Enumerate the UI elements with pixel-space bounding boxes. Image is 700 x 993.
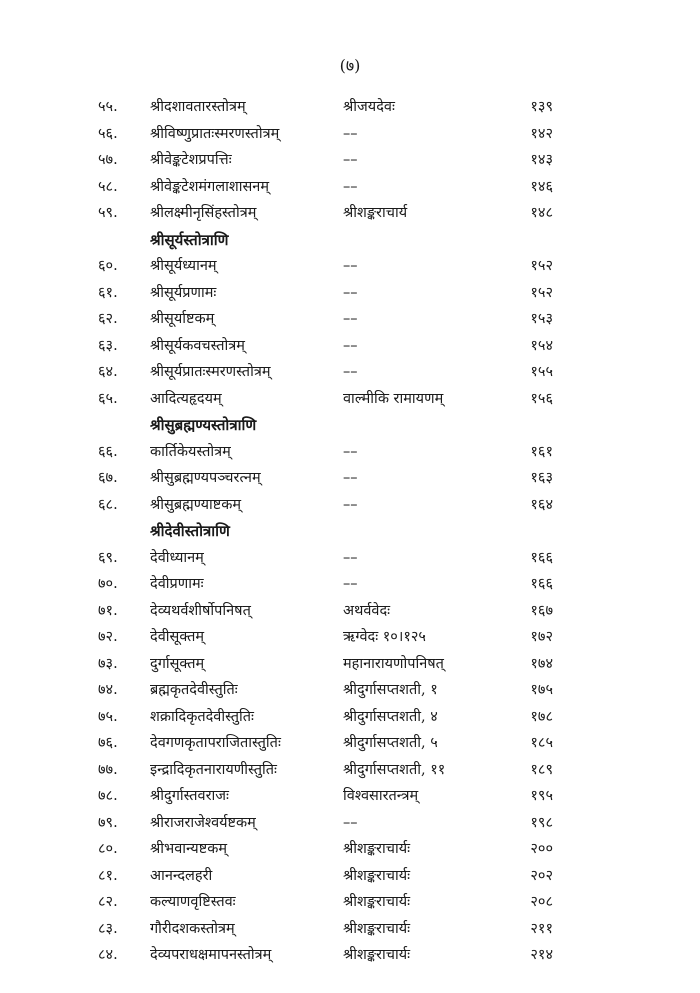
entry-num: ५८.	[98, 178, 118, 195]
entry-page: २०२	[530, 867, 553, 884]
entry-num: ८३.	[98, 920, 118, 937]
entry-title: देवगणकृतापराजितास्तुतिः	[150, 735, 281, 751]
entry-num: ८४.	[98, 947, 118, 963]
entry-title: गौरीदशकस्तोत्रम्	[150, 920, 235, 937]
entry-page: १४६	[530, 178, 553, 195]
entry-author: विश्वसारतन्त्रम्	[343, 788, 419, 804]
entry-page: १४२	[530, 125, 553, 142]
entry-author: ––	[343, 496, 358, 513]
entry-author: ऋग्वेदः १०।१२५	[343, 629, 426, 645]
entry-title: श्रीसुब्रह्मण्याष्टकम्	[150, 496, 242, 513]
entry-page: १६४	[530, 496, 553, 513]
entry-title: श्रीसूर्यध्यानम्	[150, 258, 217, 274]
contents-entry	[0, 757, 700, 784]
entry-num: ७२.	[98, 629, 118, 645]
contents-entry	[0, 492, 700, 519]
entry-num: ७१.	[98, 602, 118, 619]
entry-title: श्रीसूर्याष्टकम्	[150, 311, 215, 327]
entry-num: ७४.	[98, 682, 118, 698]
entry-num: ७०.	[98, 576, 118, 592]
entry-title: देवीसूक्तम्	[150, 629, 205, 645]
entry-title: देव्यपराधक्षमापनस्तोत्रम्	[150, 947, 272, 963]
contents-entry	[0, 200, 700, 227]
contents-entry	[0, 836, 700, 863]
entry-num: ६७.	[98, 470, 118, 486]
entry-title: श्रीवेङ्कटेशमंगलाशासनम्	[150, 178, 269, 195]
entry-title: श्रीदुर्गास्तवराजः	[150, 788, 229, 804]
contents-list	[0, 94, 700, 969]
contents-entry	[0, 359, 700, 386]
contents-entry	[0, 439, 700, 466]
entry-title: आनन्दलहरी	[150, 867, 213, 884]
contents-entry	[0, 386, 700, 413]
section-heading	[0, 412, 700, 439]
entry-title: देव्यथर्वशीर्षोपनिषत्	[150, 602, 251, 619]
entry-page: १६३	[530, 470, 553, 486]
entry-page: १८५	[530, 735, 553, 751]
entry-title: श्रीसूर्यप्रणामः	[150, 284, 217, 301]
entry-author: श्रीशङ्कराचार्यः	[343, 894, 411, 910]
entry-title: कल्याणवृष्टिस्तवः	[150, 894, 236, 910]
entry-page: १५२	[530, 258, 553, 274]
contents-entry	[0, 174, 700, 201]
contents-entry	[0, 280, 700, 307]
entry-author: महानारायणोपनिषत्	[343, 655, 444, 672]
entry-author: श्रीदुर्गासप्तशती, १	[343, 682, 438, 698]
entry-num: ७५.	[98, 708, 118, 725]
entry-num: ६०.	[98, 258, 118, 274]
entry-page: १७५	[530, 682, 553, 698]
entry-title: श्रीराजराजेश्वर्यष्टकम्	[150, 814, 256, 831]
entry-author: श्रीशङ्कराचार्यः	[343, 867, 411, 884]
entry-author: श्रीदुर्गासप्तशती, ११	[343, 761, 446, 778]
entry-num: ८१.	[98, 867, 118, 884]
section-heading	[0, 227, 700, 254]
entry-title: श्रीवेङ्कटेशप्रपत्तिः	[150, 152, 232, 168]
entry-page: २०८	[530, 894, 553, 910]
entry-author: श्रीशङ्कराचार्यः	[343, 841, 411, 857]
entry-num: ७७.	[98, 761, 118, 778]
entry-author: ––	[343, 284, 358, 301]
contents-entry	[0, 916, 700, 943]
entry-page: १५५	[530, 364, 553, 380]
contents-entry	[0, 863, 700, 890]
entry-num: ७८.	[98, 788, 118, 804]
entry-num: ८२.	[98, 894, 118, 910]
contents-entry	[0, 677, 700, 704]
entry-num: ६९.	[98, 549, 118, 566]
entry-title: श्रीलक्ष्मीनृसिंहस्तोत्रम्	[150, 205, 257, 221]
entry-num: ६४.	[98, 364, 118, 380]
entry-author: ––	[343, 178, 358, 195]
entry-page: १५४	[530, 337, 553, 354]
entry-title: आदित्यहृदयम्	[150, 390, 222, 407]
entry-author: श्रीदुर्गासप्तशती, ५	[343, 735, 438, 751]
entry-page: १४८	[530, 205, 553, 221]
contents-entry	[0, 147, 700, 174]
entry-num: ७३.	[98, 655, 118, 672]
entry-title: श्रीसूर्यकवचस्तोत्रम्	[150, 337, 245, 354]
entry-title: श्रीसुब्रह्मण्यस्तोत्राणि	[150, 416, 257, 434]
entry-num: ५७.	[98, 152, 118, 168]
contents-entry	[0, 598, 700, 625]
entry-author: ––	[343, 814, 358, 831]
contents-entry	[0, 465, 700, 492]
entry-author: ––	[343, 576, 358, 592]
entry-page: २००	[530, 841, 553, 857]
contents-entry	[0, 545, 700, 572]
entry-title: श्रीसुब्रह्मण्यपञ्चरत्नम्	[150, 470, 261, 486]
entry-page: १६६	[530, 549, 553, 566]
section-heading	[0, 518, 700, 545]
entry-author: श्रीशङ्कराचार्य	[343, 205, 408, 221]
entry-num: ७६.	[98, 735, 118, 751]
entry-title: ब्रह्मकृतदेवीस्तुतिः	[150, 682, 238, 698]
entry-page: २११	[530, 920, 553, 937]
entry-author: ––	[343, 549, 358, 566]
entry-title: देवीप्रणामः	[150, 576, 204, 592]
entry-title: श्रीविष्णुप्रातःस्मरणस्तोत्रम्	[150, 125, 280, 142]
entry-num: ६६.	[98, 443, 118, 460]
contents-entry	[0, 810, 700, 837]
contents-entry	[0, 94, 700, 121]
entry-title: श्रीसूर्यप्रातःस्मरणस्तोत्रम्	[150, 364, 271, 380]
entry-page: १८९	[530, 761, 553, 778]
contents-entry	[0, 651, 700, 678]
contents-entry	[0, 704, 700, 731]
entry-author: श्रीजयदेवः	[343, 99, 395, 115]
entry-author: ––	[343, 152, 358, 168]
contents-entry	[0, 942, 700, 969]
entry-author: ––	[343, 125, 358, 142]
entry-author: वाल्मीकि रामायणम्	[343, 390, 444, 407]
entry-title: श्रीसूर्यस्तोत्राणि	[150, 230, 229, 249]
contents-entry	[0, 730, 700, 757]
contents-entry	[0, 306, 700, 333]
entry-author: ––	[343, 337, 358, 354]
contents-entry	[0, 333, 700, 360]
entry-page: १९५	[530, 788, 553, 804]
entry-author: श्रीदुर्गासप्तशती, ४	[343, 708, 438, 725]
entry-page: १७८	[530, 708, 553, 725]
entry-page: १९८	[530, 814, 553, 831]
entry-num: ८०.	[98, 841, 118, 857]
entry-page: १७४	[530, 655, 553, 672]
entry-num: ६५.	[98, 390, 118, 407]
contents-entry	[0, 624, 700, 651]
entry-title: शक्रादिकृतदेवीस्तुतिः	[150, 708, 254, 725]
entry-num: ५९.	[98, 205, 118, 221]
entry-num: ७९.	[98, 814, 118, 831]
entry-title: श्रीदशावतारस्तोत्रम्	[150, 99, 246, 115]
entry-title: दुर्गासूक्तम्	[150, 655, 205, 672]
entry-author: अथर्ववेदः	[343, 602, 391, 619]
entry-author: ––	[343, 258, 358, 274]
entry-num: ६२.	[98, 311, 118, 327]
page-number: (७)	[339, 56, 361, 75]
entry-page: १५६	[530, 390, 553, 407]
contents-entry	[0, 783, 700, 810]
contents-entry	[0, 571, 700, 598]
entry-page: १५३	[530, 311, 553, 327]
entry-num: ६३.	[98, 337, 118, 354]
entry-page: १३९	[530, 99, 553, 115]
entry-title: देवीध्यानम्	[150, 549, 204, 566]
entry-title: श्रीभवान्यष्टकम्	[150, 841, 227, 857]
entry-title: कार्तिकेयस्तोत्रम्	[150, 443, 231, 460]
entry-num: ५६.	[98, 125, 118, 142]
entry-author: ––	[343, 364, 358, 380]
entry-num: ६१.	[98, 284, 118, 301]
entry-page: १५२	[530, 284, 553, 301]
contents-entry	[0, 121, 700, 148]
entry-num: ५५.	[98, 99, 118, 115]
entry-num: ६८.	[98, 496, 118, 513]
contents-entry	[0, 889, 700, 916]
entry-page: १६७	[530, 602, 553, 619]
entry-page: १६६	[530, 576, 553, 592]
entry-author: ––	[343, 470, 358, 486]
contents-entry	[0, 253, 700, 280]
entry-page: १६१	[530, 443, 553, 460]
entry-page: २१४	[530, 947, 553, 963]
entry-author: श्रीशङ्कराचार्यः	[343, 920, 411, 937]
entry-author: ––	[343, 311, 358, 327]
entry-author: ––	[343, 443, 358, 460]
entry-page: १४३	[530, 152, 553, 168]
entry-page: १७२	[530, 629, 553, 645]
entry-title: इन्द्रादिकृतनारायणीस्तुतिः	[150, 761, 277, 778]
entry-title: श्रीदेवीस्तोत्राणि	[150, 522, 230, 540]
entry-author: श्रीशङ्कराचार्यः	[343, 947, 411, 963]
